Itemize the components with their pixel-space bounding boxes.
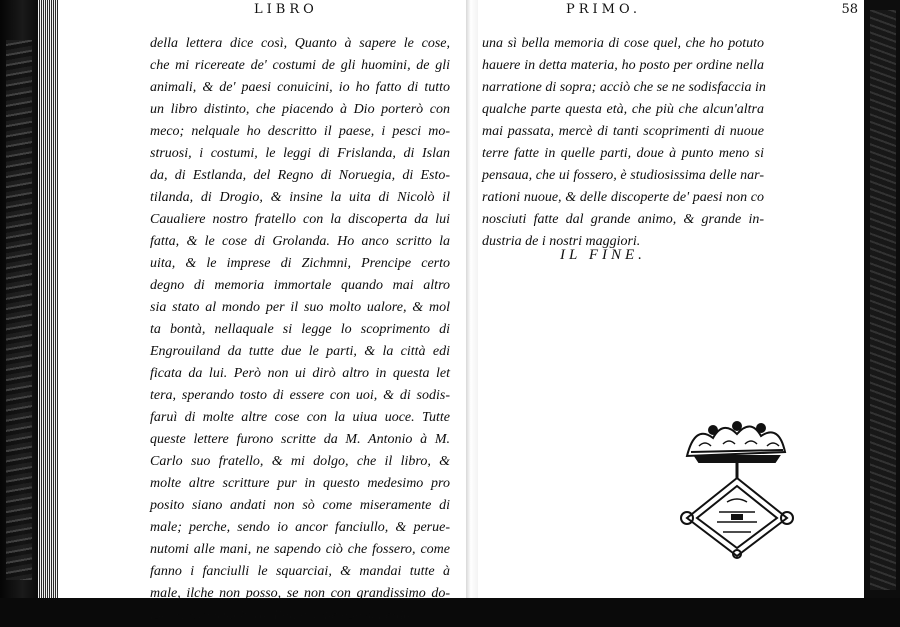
text-line: una sì bella memoria di cose quel, che ho potuto [482,36,764,51]
text-line: tera, sperando tosto di essere con uoi, & di sodis- [150,388,450,403]
text-line: un libro distinto, che piacendo à Dio porterò con [150,102,450,117]
text-line: male, ilche non posso, se non con grandissimo do- [150,586,450,601]
marbled-endpaper-right [870,10,896,590]
text-line: nutomi alle mani, ne sapendo ciò che fossero, come [150,542,450,557]
text-line: fanno i fanciulli le squarciai, & mandai tutte à [150,564,450,579]
text-line: animali, & de' paesi conuicini, io ho fatto di tutto [150,80,450,95]
text-line: dustria de i nostri maggiori. [482,234,641,249]
text-line: ta bontà, nellaquale si legge lo scoprimento di [150,322,450,337]
text-line: terre fatte in quelle parti, doue à punto meno si [482,146,764,161]
text-line: molte altre scritture pur in questo medesimo pro [150,476,450,491]
page-number: 58 [841,2,858,17]
text-line: della lettera dice così, Quanto à sapere le cose, [150,36,450,51]
text-line: pensaua, che ui fossero, è studiosissima delle nar- [482,168,764,183]
text-line: Engrouiland da tutte due le parti, & la città edi [150,344,450,359]
text-line: male; perche, sendo io ancor fanciullo, & perue- [150,520,450,535]
text-line: degno di memoria immortale quando mai altro [150,278,450,293]
text-line: struosi, i costumi, le leggi di Frislanda, di Islan [150,146,450,161]
text-line: rationi nuoue, & delle discoperte de' paesi non co [482,190,764,205]
text-line: fatta, & le cose di Grolanda. Ho anco scritto la [150,234,450,249]
left-page-text [150,33,450,627]
text-line: nosciuti fatte dal grande animo, & grande in- [482,212,764,227]
text-line: qualche parte questa età, che più che alcun'altra [482,102,764,117]
text-line: mai passata, mercè di tanti scoprimenti di nuoue [482,124,764,139]
right-page-text [482,33,764,253]
text-line: sia stato al mondo per il suo molto ualore, & mol [150,300,450,315]
text-line: lore ricordarmi hora. Pur, perche non si perda [150,608,411,623]
text-line: narratione di sopra; acciò che se ne sodisfaccia in [482,80,766,95]
library-stamp-icon [675,416,801,558]
running-head-left: LIBRO [254,2,318,17]
text-line: queste lettere furono scritte da M. Antonio à M. [150,432,450,447]
gutter [466,0,478,598]
text-line: Carlo suo fratello, & mi dolgo, che il libro, & [150,454,450,469]
text-line: meco; nelquale ho descritto il paese, i pesci mo- [150,124,450,139]
page-edges [38,0,58,598]
right-page [478,0,864,598]
text-line: uita, & le imprese di Zichmni, Prencipe certo [150,256,450,271]
text-line: Caualiere nostro fratello con la discoperta da lui [150,212,450,227]
text-line: da, di Estlanda, del Regno di Noruegia, di Esto- [150,168,450,183]
text-line: posito siano andati non sò come miseramente di [150,498,450,513]
left-page [58,0,466,623]
text-line: ficata da lui. Però non ui dirò altro in questa let [150,366,450,381]
running-head-right: PRIMO. [566,2,642,17]
text-line: tilanda, di Drogio, & insine la uita di Nicolò il [150,190,450,205]
text-line: che mi ricereate de' costumi de gli huomini, de gli [150,58,450,73]
text-line: faruì di molte altre cose con la uiua uoce. Tutte [150,410,450,425]
marbled-endpaper-left [6,40,32,580]
text-line: hauere in detta materia, ho posto per ordine nella [482,58,764,73]
colophon-il-fine: IL FINE. [560,247,646,263]
